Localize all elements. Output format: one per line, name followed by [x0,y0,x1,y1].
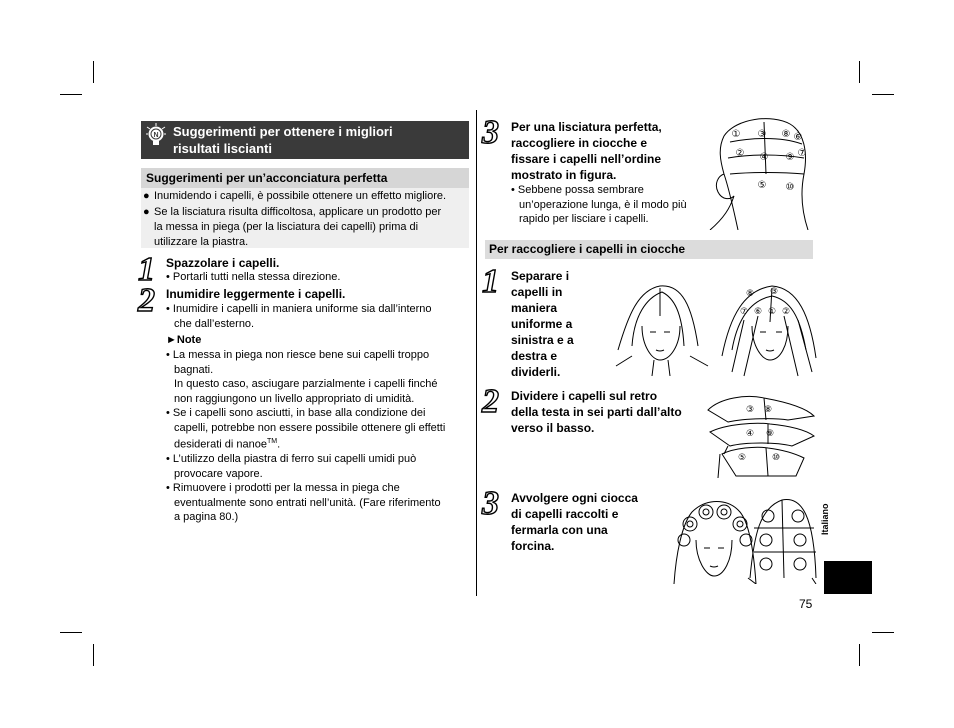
tips-heading-bar [141,168,469,188]
step-note: • Inumidire i capelli in maniera uniforme sia dall’interno che dall’esterno. [166,303,432,330]
svg-text:⑥: ⑥ [753,306,763,316]
crop-mark [859,61,860,83]
step-note: • Portarli tutti nella stessa direzione. [166,271,341,283]
crop-mark [93,644,94,666]
svg-text:⑧: ⑧ [745,288,755,298]
step-title: Per una lisciatura perfetta, raccogliere in ciocche e fissare i capelli nell’ordine mostrato in figura. [511,120,662,182]
svg-text:②: ② [781,306,791,316]
section-title-line1: Suggerimenti per ottenere i migliori [173,124,393,139]
step-number: 1 [138,251,155,288]
svg-text:③: ③ [769,286,779,296]
tips-heading: Suggerimenti per un’acconciatura perfetta [146,171,388,185]
crop-mark [60,94,82,95]
svg-text:⑨: ⑨ [785,152,795,163]
hair-sections-diagram [700,112,815,230]
column-divider [476,110,477,596]
nanoe-tip-icon [145,123,167,147]
step-number: 3 [482,485,499,522]
crop-mark [60,632,82,633]
step-number: 1 [482,263,499,300]
svg-text:④: ④ [759,152,769,163]
crop-mark [872,94,894,95]
svg-text:⑤: ⑤ [757,180,767,191]
step-note: • Sebbene possa sembrare un’operazione lunga, è il modo più rapido per lisciare i capelli. [511,184,687,225]
pinned-curls-diagram [670,494,818,584]
language-label: Italiano [820,503,830,535]
svg-text:⑩: ⑩ [771,452,781,462]
section-header [141,121,469,159]
ciocche-heading: Per raccogliere i capelli in ciocche [489,242,686,256]
section-title-line2: risultati liscianti [173,141,272,156]
step-number: 2 [482,383,499,420]
step-title: Dividere i capelli sul retro della testa in sei parti dall’alto verso il basso. [511,389,682,435]
svg-text:⑧: ⑧ [781,129,791,140]
svg-text:⑦: ⑦ [739,306,749,316]
notes-list: • La messa in piega non riesce bene sui capelli troppo bagnati. In questo caso, asciugare parzialmente i capelli finché non raggiungono un livello appropriato di umidità. • Se i capelli sono asciutti, in base alla condizione dei capelli, potrebbe non essere possibile ottenere gli effetti desiderati di nanoe™. • L’utilizzo della piastra di ferro sui capelli umidi può provocare vapore. • Rimuovere i prodotti per la messa in piega che eventualmente sono entrati nell’unità. (Fare riferimento a pagina 80.) [166,349,446,524]
crop-mark [859,644,860,666]
language-tab [824,561,872,594]
svg-text:⑤: ⑤ [737,452,747,462]
svg-text:①: ① [767,306,777,316]
crop-mark [872,632,894,633]
step-number: 3 [482,114,499,151]
tip-item: ● Se la lisciatura risulta difficoltosa, applicare un prodotto per la messa in piega (per la lisciatura dei capelli) prima di utilizzare la piastra. [143,206,442,248]
svg-text:⑥: ⑥ [793,132,803,143]
step-title: Separare i capelli in maniera uniforme a sinistra e a destra e dividerli. [511,269,574,379]
svg-text:②: ② [735,148,745,159]
svg-text:⑩: ⑩ [785,182,795,193]
svg-text:④: ④ [745,428,755,438]
svg-text:③: ③ [757,129,767,140]
step-title: Inumidire leggermente i capelli. [166,287,346,301]
svg-text:⑧: ⑧ [763,404,773,414]
svg-text:N: N [153,132,159,139]
step-title: Avvolgere ogni ciocca di capelli raccolti e fermarla con una forcina. [511,491,638,553]
notes-heading: ►Note [166,334,202,346]
svg-text:⑨: ⑨ [765,428,775,438]
ciocche-heading-bar [485,240,813,259]
page-number: 75 [799,597,813,611]
step-title: Spazzolare i capelli. [166,256,280,270]
svg-text:①: ① [731,129,741,140]
svg-text:③: ③ [745,404,755,414]
svg-text:⑦: ⑦ [797,148,807,159]
back-sections-diagram [706,394,816,480]
front-parting-diagram [612,276,817,380]
crop-mark [93,61,94,83]
step-number: 2 [138,282,155,319]
